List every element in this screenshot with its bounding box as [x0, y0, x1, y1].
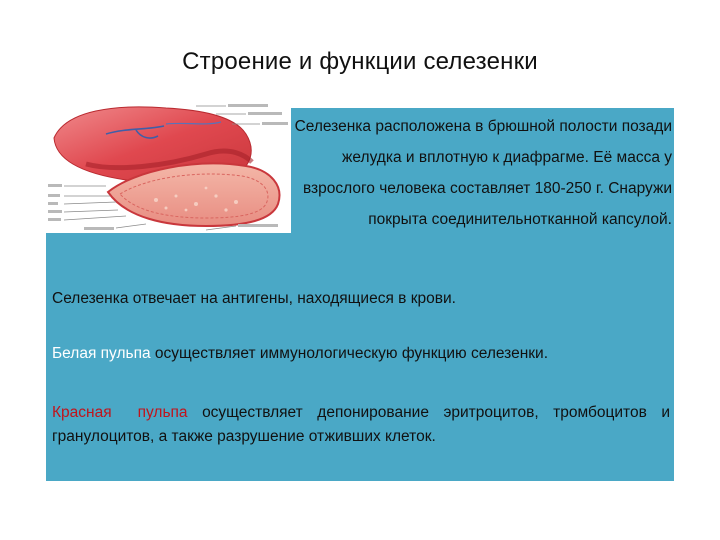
- slide-title: Строение и функции селезенки: [182, 48, 538, 75]
- spleen-cross-section-image: [46, 100, 291, 233]
- red-pulp-text: осуществляет депонирование эритроцитов, тромбоцитов и гранулоцитов, а также разрушение отживших клеток.: [52, 404, 670, 445]
- red-pulp-term-word-2: пульпа: [137, 404, 188, 421]
- spleen-illustration: [46, 100, 291, 233]
- white-pulp-paragraph: [52, 342, 670, 366]
- intro-paragraph: Селезенка расположена в брюшной полости позади желудка и вплотную к диафрагме. Её масса у взрослого человека составляет 180-250 г. Снаружи покрыта соединительнотканной капсулой.: [294, 118, 672, 228]
- white-pulp-text: осуществляет иммунологическую функцию селезенки.: [150, 345, 549, 362]
- white-pulp-term: Белая пульпа: [52, 345, 151, 362]
- red-pulp-term-word-1: Красная: [52, 404, 112, 421]
- red-pulp-term: [52, 404, 188, 421]
- antigens-paragraph: Селезенка отвечает на антигены, находящиеся в крови.: [52, 290, 456, 307]
- red-pulp-paragraph: [52, 401, 670, 449]
